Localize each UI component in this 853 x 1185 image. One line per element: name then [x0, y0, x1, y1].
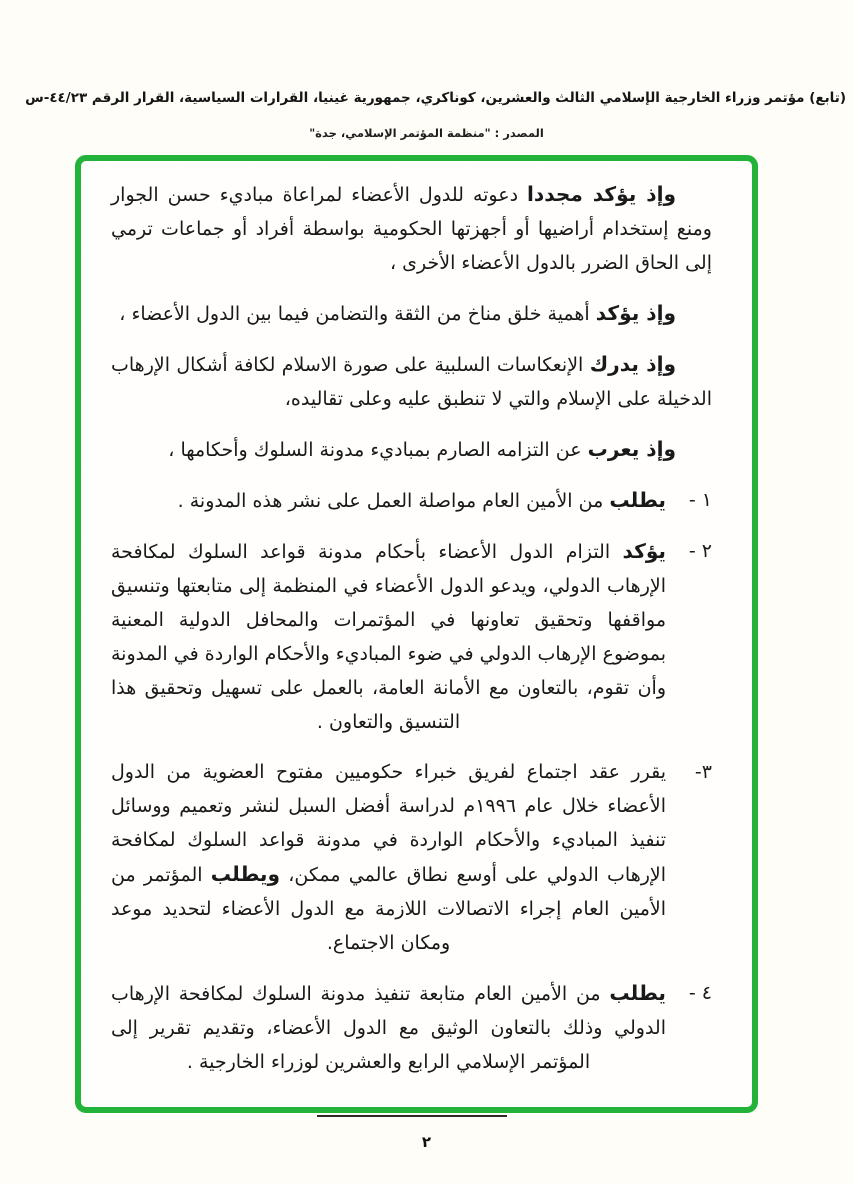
bold-lead: يطلب [609, 981, 666, 1005]
item-number: ١ - [688, 489, 712, 511]
resolution-item-3 [111, 755, 712, 960]
resolution-item-4 [111, 976, 712, 1079]
paragraph-text: التزام الدول الأعضاء بأحكام مدونة قواعد السلوك لمكافحة الإرهاب الدولي، ويدعو الدول الأعضاء في المنظمة إلى متابعتها وتنسيق مواقفها وتحقيق تعاونها في المؤتمرات والمحافل الدولية المعنية بموضوع الإرهاب الدولي في ضوء المباديء والأحكام الواردة في المدونة وأن تقوم، بالتعاون مع الأمانة العامة، بالعمل على تسهيل وتحقيق هذا التنسيق والتعاون . [111, 541, 666, 733]
resolution-item-2 [111, 534, 712, 739]
bold-lead: وإذ يؤكد [595, 301, 676, 325]
bold-lead: وإذ يعرب [587, 437, 676, 461]
item-text [111, 755, 666, 960]
paragraph-text: أهمية خلق مناخ من الثقة والتضامن فيما بين الدول الأعضاء ، [119, 303, 596, 325]
resolution-items [111, 483, 712, 1079]
closing-rule [317, 1115, 507, 1117]
item-text [111, 483, 666, 518]
preamble-paragraph [111, 177, 712, 280]
preamble-paragraph [111, 432, 712, 467]
bold-lead: يؤكد [622, 539, 666, 563]
bold-lead: يطلب [609, 488, 666, 512]
highlight-border-box [75, 155, 758, 1113]
page-number: ٢ [421, 1133, 432, 1151]
document-source-line: المصدر : "منظمة المؤتمر الإسلامي، جدة" [309, 126, 544, 140]
paragraph-text: الإنعكاسات السلبية على صورة الاسلام لكافة أشكال الإرهاب الدخيلة على الإسلام والتي لا تنطبق عليه وعلى تقاليده، [111, 354, 712, 410]
bold-lead: وإذ يؤكد مجددا [527, 182, 676, 206]
resolution-item-1 [111, 483, 712, 518]
item-number: ٣- [694, 761, 712, 783]
item-number: ٢ - [688, 540, 712, 562]
item-text [111, 976, 666, 1079]
bold-lead: ويطلب [210, 862, 280, 886]
resolution-body [111, 177, 712, 1117]
bold-lead: وإذ يدرك [589, 352, 676, 376]
paragraph-text: المؤتمر من الأمين العام إجراء الاتصالات اللازمة مع الدول الأعضاء لتحديد موعد ومكان الاجتماع. [111, 864, 666, 954]
paragraph-text: دعوته للدول الأعضاء لمراعاة مباديء حسن الجوار ومنع إستخدام أراضيها أو أجهزتها الحكومية بواسطة أفراد أو جماعات ترمي إلى الحاق الضرر بالدول الأعضاء الأخرى ، [111, 184, 712, 274]
document-header-title: (تابع) مؤتمر وزراء الخارجية الإسلامي الثالث والعشرين، كوناكري، جمهورية غينيا، القرارات السياسية، القرار الرقم ٤٤/٢٣-س [25, 90, 846, 106]
paragraph-text: عن التزامه الصارم بمباديء مدونة السلوك وأحكامها ، [168, 439, 588, 461]
item-number: ٤ - [688, 982, 712, 1004]
paragraph-text: من الأمين العام مواصلة العمل على نشر هذه المدونة . [177, 490, 610, 512]
item-text [111, 534, 666, 739]
paragraph-text: يقرر عقد اجتماع لفريق خبراء حكوميين مفتوح العضوية من الدول الأعضاء خلال عام ١٩٩٦م لدراسة أفضل السبل لنشر وتعميم ووسائل تنفيذ المباديء والأحكام الواردة في مدونة قواعد السلوك لمكافحة الإرهاب الدولي على أوسع نطاق عالمي ممكن، [111, 761, 666, 886]
preamble-paragraph [111, 296, 712, 331]
paragraph-text: من الأمين العام متابعة تنفيذ مدونة السلوك لمكافحة الإرهاب الدولي وذلك بالتعاون الوثيق مع الدول الأعضاء، وتقديم تقرير إلى المؤتمر الإسلامي الرابع والعشرين لوزراء الخارجية . [111, 983, 666, 1073]
preamble-paragraph [111, 347, 712, 416]
